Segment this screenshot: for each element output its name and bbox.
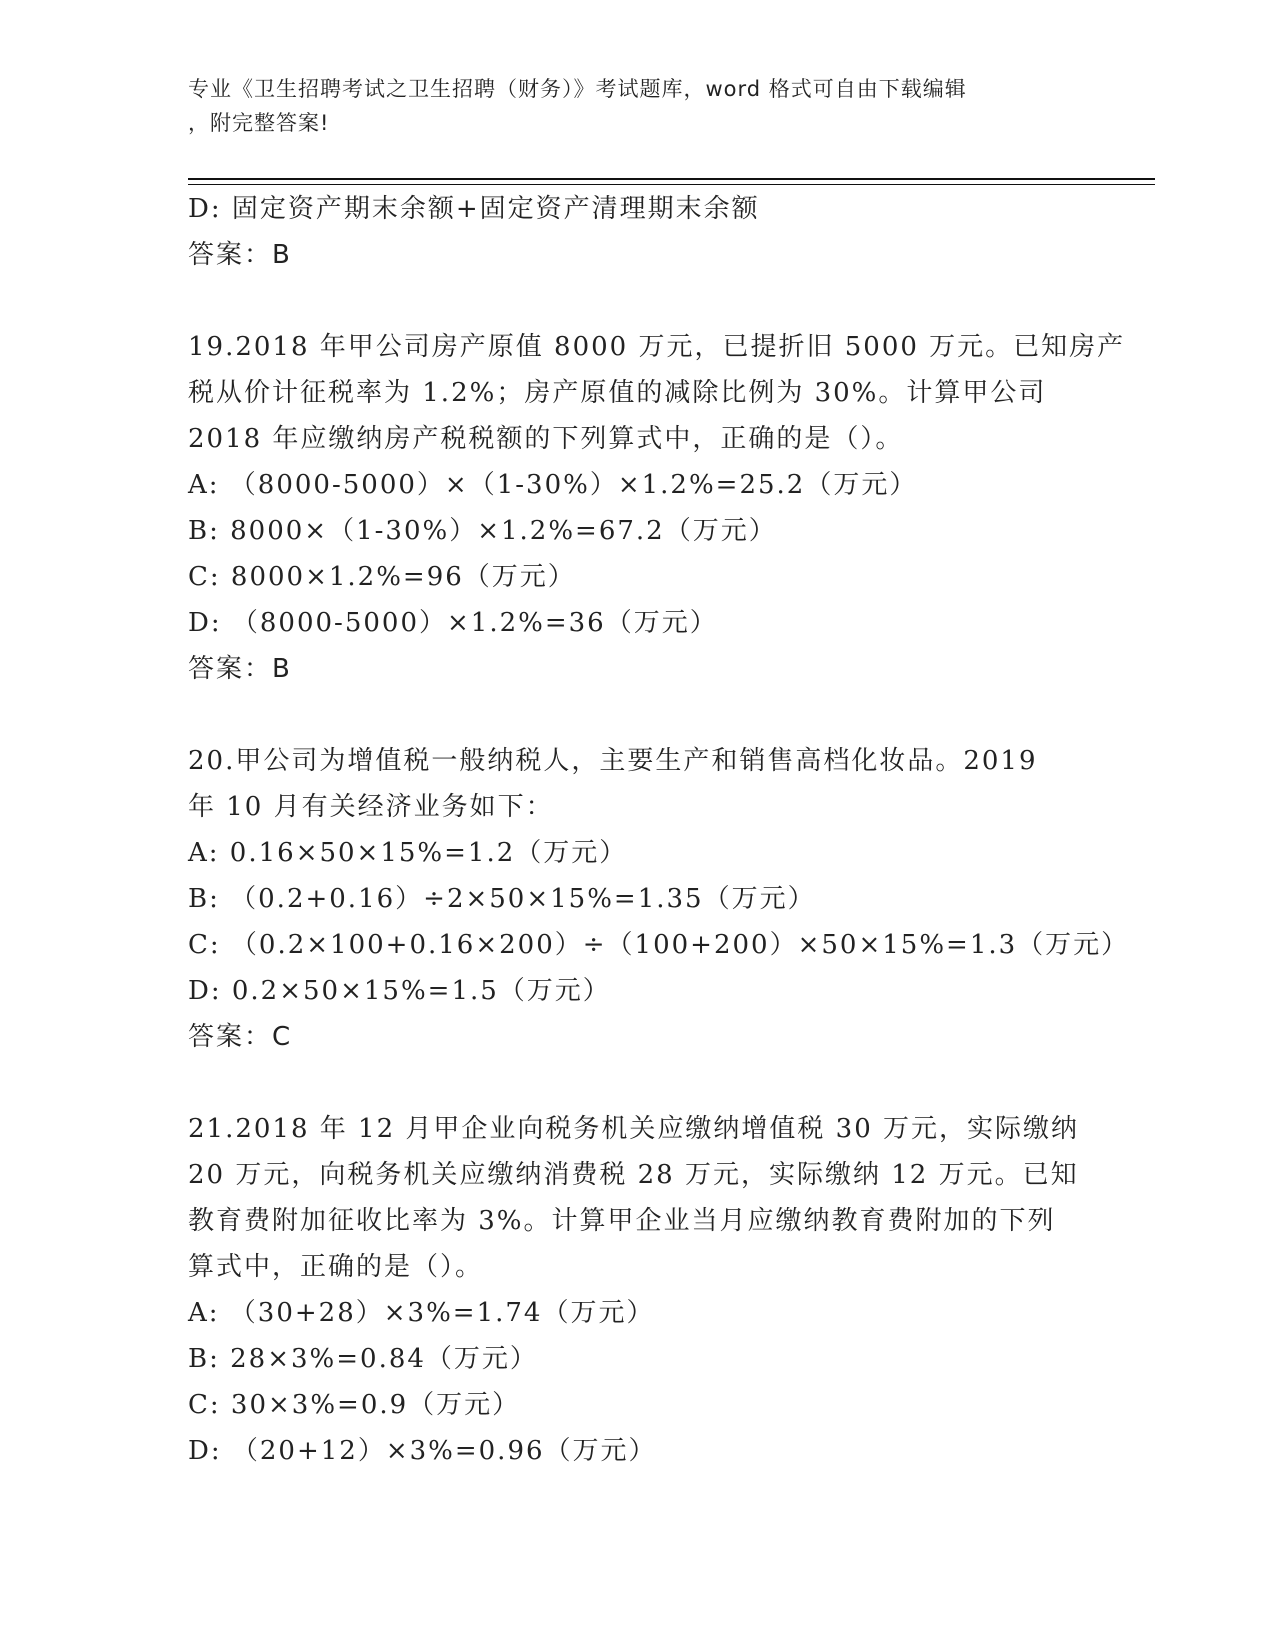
question-20 [188,738,1130,1060]
header-line-2: ，附完整答案! [188,111,330,135]
answer-line: 答案：B [188,240,292,270]
header-divider-thin [188,184,1155,185]
question-21 [188,1106,1088,1474]
option-a: A: 0.16×50×15%=1.2（万元） [188,838,628,868]
option-d: D: 0.2×50×15%=1.5（万元） [188,976,611,1006]
question-stem-line: 税从价计征税率为 1.2%；房产原值的减除比例为 30%。计算甲公司 [188,378,1047,408]
question-stem-line: 算式中，正确的是（）。 [188,1252,484,1282]
answer-line: 答案：C [188,1022,293,1052]
question-stem-line: 年 10 月有关经济业务如下： [188,792,554,822]
option-b: B: 28×3%=0.84（万元） [188,1344,538,1374]
question-stem-line: 教育费附加征收比率为 3%。计算甲企业当月应缴纳教育费附加的下列 [188,1206,1056,1236]
option-d: D: （20+12）×3%=0.96（万元） [188,1436,657,1466]
spacer [188,692,1088,738]
option-c: C: 30×3%=0.9（万元） [188,1390,521,1420]
question-stem-line: 19.2018 年甲公司房产原值 8000 万元，已提折旧 5000 万元。已知房产 [188,332,1126,362]
question-19 [188,324,1126,692]
document-header [188,72,1068,140]
option-d: D: （8000-5000）×1.2%=36（万元） [188,608,718,638]
question-list [188,186,1130,1474]
spacer [188,278,1088,324]
question-stem-line: 20.甲公司为增值税一般纳税人，主要生产和销售高档化妆品。2019 [188,746,1038,776]
option-a: A: （30+28）×3%=1.74（万元） [188,1298,655,1328]
option-c: C: （0.2×100+0.16×200）÷（100+200）×50×15%=1.3（万元） [188,930,1130,960]
option-c: C: 8000×1.2%=96（万元） [188,562,576,592]
option-b: B: （0.2+0.16）÷2×50×15%=1.35（万元） [188,884,816,914]
question-stem-line: 20 万元，向税务机关应缴纳消费税 28 万元，实际缴纳 12 万元。已知 [188,1160,1079,1190]
header-line-1: 专业《卫生招聘考试之卫生招聘（财务）》考试题库，word 格式可自由下载编辑 [188,77,967,101]
option-b: B: 8000×（1-30%）×1.2%=67.2（万元） [188,516,777,546]
header-divider-thick [188,178,1155,180]
answer-line: 答案：B [188,654,292,684]
question-stem-line: 2018 年应缴纳房产税税额的下列算式中，正确的是（）。 [188,424,904,454]
option-a: A: （8000-5000）×（1-30%）×1.2%=25.2（万元） [188,470,918,500]
option-d: D: 固定资产期末余额+固定资产清理期末余额 [188,194,760,224]
question-stem-line: 21.2018 年 12 月甲企业向税务机关应缴纳增值税 30 万元，实际缴纳 [188,1114,1080,1144]
spacer [188,1060,1088,1106]
previous-question-tail [188,186,1088,278]
